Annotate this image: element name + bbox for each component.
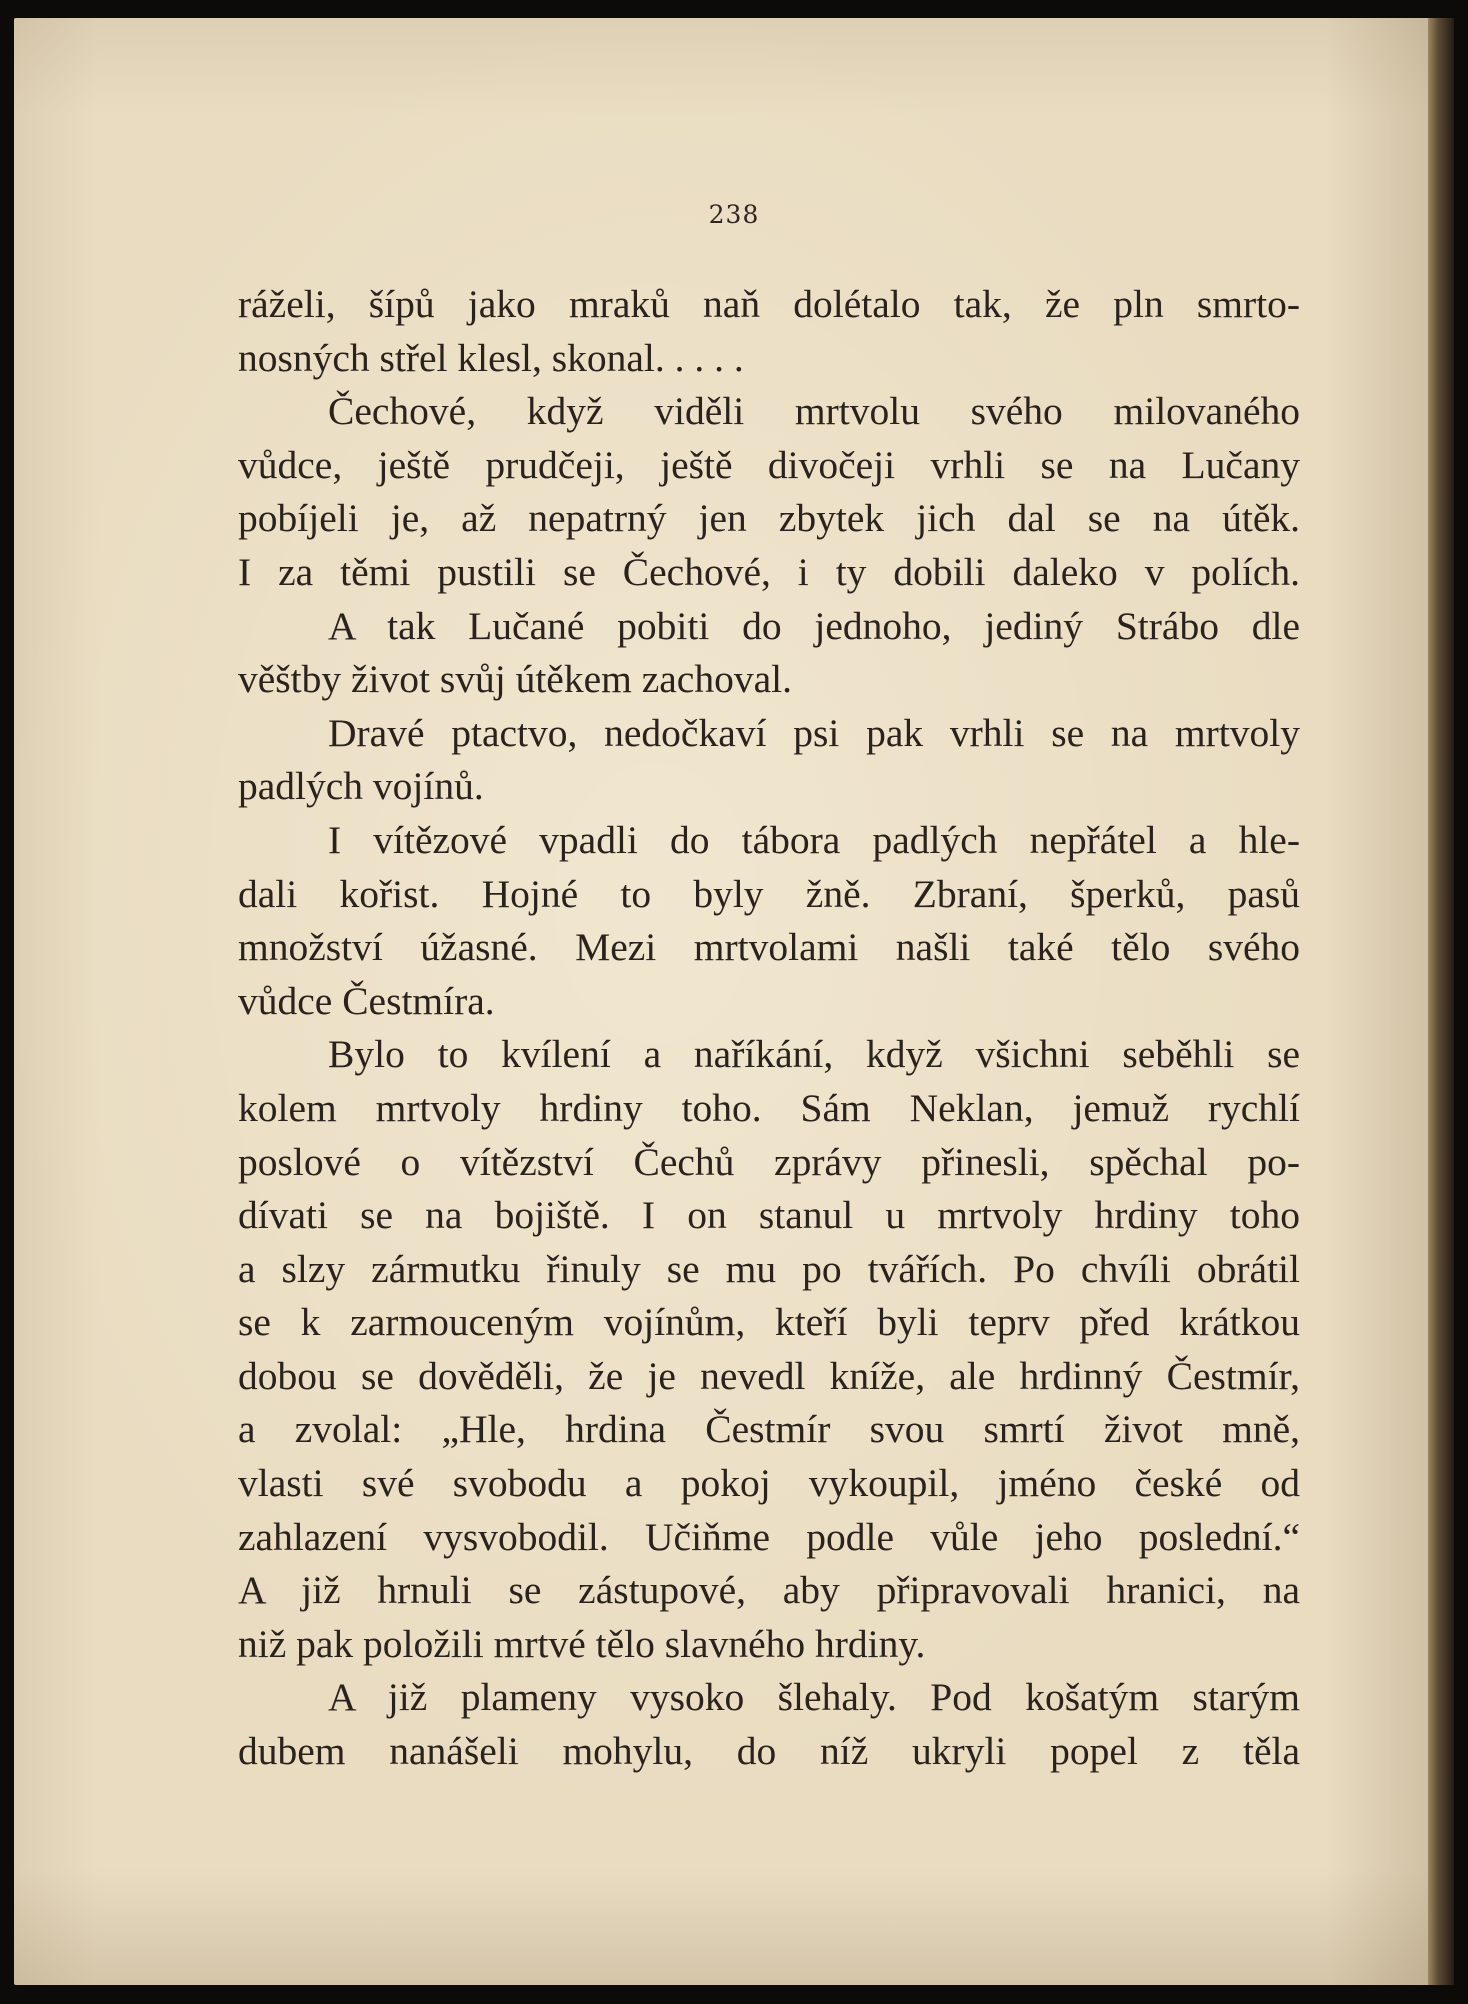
text-line: poslové o vítězství Čechů zprávy přinesli, spěchal po-	[238, 1139, 1300, 1184]
text-line: a slzy zármutku řinuly se mu po tvářích. Po chvíli obrátil	[238, 1246, 1300, 1291]
text-line: dali kořist. Hojné to byly žně. Zbraní, šperků, pasů	[238, 871, 1300, 916]
text-line: vlasti své svobodu a pokoj vykoupil, jméno české od	[238, 1461, 1300, 1506]
text-line: se k zarmouceným vojínům, kteří byli teprv před krátkou	[238, 1300, 1300, 1345]
text-line: I za těmi pustili se Čechové, i ty dobili daleko v polích.	[238, 549, 1300, 594]
text-line: Dravé ptactvo, nedočkaví psi pak vrhli se na mrtvoly	[328, 710, 1300, 755]
text-line: množství úžasné. Mezi mrtvolami našli také tělo svého	[238, 925, 1300, 970]
text-line: padlých vojínů.	[238, 764, 484, 809]
text-line: pobíjeli je, až nepatrný jen zbytek jich dal se na útěk.	[238, 496, 1300, 541]
text-line: Bylo to kvílení a naříkání, když všichni seběhli se	[328, 1032, 1300, 1077]
body-text	[238, 278, 1300, 1779]
text-line: vůdce Čestmíra.	[238, 978, 495, 1023]
text-line: dubem nanášeli mohylu, do níž ukryli popel z těla	[238, 1729, 1300, 1774]
text-line: a zvolal: „Hle, hrdina Čestmír svou smrtí život mně,	[238, 1407, 1300, 1452]
text-line: kolem mrtvoly hrdiny toho. Sám Neklan, jemuž rychlí	[238, 1085, 1300, 1130]
text-line: vůdce, ještě prudčeji, ještě divočeji vrhli se na Lučany	[238, 442, 1300, 487]
text-line: A tak Lučané pobiti do jednoho, jediný Strábo dle	[328, 603, 1300, 648]
book-binding-edge	[1428, 18, 1454, 1985]
text-line: ráželi, šípů jako mraků naň dolétalo tak, že pln smrto-	[238, 282, 1300, 326]
text-line: nosných střel klesl, skonal. . . . .	[238, 335, 744, 380]
text-line: věštby život svůj útěkem zachoval.	[238, 657, 792, 702]
text-line: I vítězové vpadli do tábora padlých nepřátel a hle-	[328, 817, 1300, 862]
page-number: 238	[708, 200, 760, 229]
text-line: zahlazení vysvobodil. Učiňme podle vůle jeho poslední.“	[238, 1514, 1300, 1559]
text-line: dívati se na bojiště. I on stanul u mrtvoly hrdiny toho	[238, 1193, 1300, 1238]
text-line: A již hrnuli se zástupové, aby připravovali hranici, na	[238, 1568, 1300, 1613]
text-line: A již plameny vysoko šlehaly. Pod košatým starým	[328, 1675, 1300, 1720]
text-line: Čechové, když viděli mrtvolu svého milovaného	[328, 389, 1300, 434]
text-line: dobou se dověděli, že je nevedl kníže, ale hrdinný Čestmír,	[238, 1353, 1300, 1398]
text-line: niž pak položili mrtvé tělo slavného hrdiny.	[238, 1621, 926, 1666]
